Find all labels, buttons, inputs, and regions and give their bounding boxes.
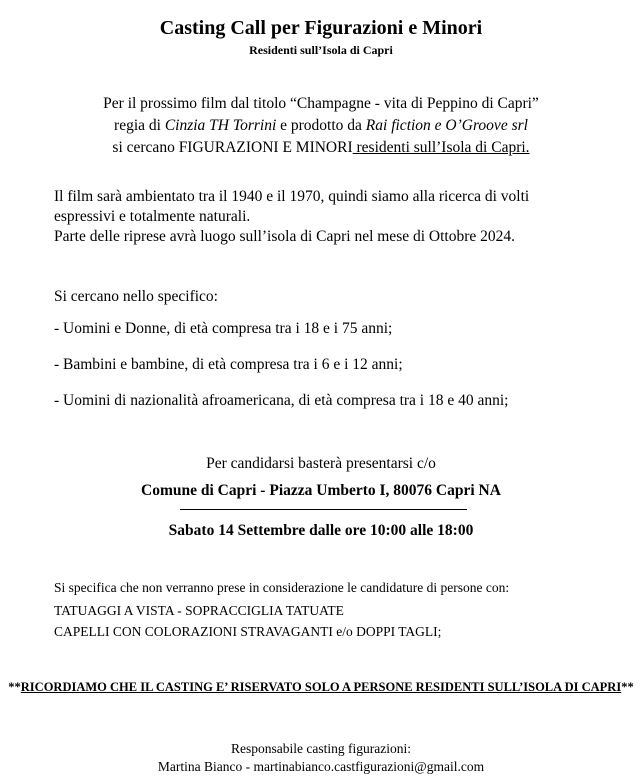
intro-producer-prefix: e prodotto da [276,117,366,134]
intro-line-search [0,139,642,157]
intro-producer-name: Rai fiction e O’Groove srl [365,117,528,134]
contact-name: Martina Bianco [157,759,243,774]
exclusions-line-2: CAPELLI CON COLORAZIONI STRAVAGANTI e/o DOPPI TAGLI; [54,624,442,639]
reminder-prefix: ** [8,680,21,694]
reminder-notice [0,680,642,695]
description-line-2: espressivi e totalmente naturali. [54,208,251,225]
page-subtitle: Residenti sull’Isola di Capri [249,43,393,57]
contact-separator: - [242,759,254,774]
intro-director-prefix: regia di [114,117,165,134]
contact-line [0,759,642,775]
section-divider [180,509,467,510]
application-instruction: Per candidarsi basterà presentarsi c/o [206,455,436,472]
requirement-item: - Bambini e bambine, di età compresa tra i 6 e i 12 anni; [54,356,403,373]
intro-search-prefix: si cercano FIGURAZIONI E MINORI [112,139,353,156]
exclusions-intro: Si specifica che non verranno prese in considerazione le candidature di persone con: [54,580,510,595]
intro-film-text: Per il prossimo film dal titolo “Champagne - vita di Peppino di Capri” [103,95,539,112]
reminder-text: RICORDIAMO CHE IL CASTING E’ RISERVATO SOLO A PERSONE RESIDENTI SULL’ISOLA DI CAPRI [20,680,622,694]
description-line-3: Parte delle riprese avrà luogo sull’isola di Capri nel mese di Ottobre 2024. [54,228,516,245]
intro-director-name: Cinzia TH Torrini [164,117,277,134]
intro-residents-underlined: residenti sull’Isola di Capri. [352,139,530,156]
requirement-item: - Uomini e Donne, di età compresa tra i 18 e i 75 anni; [54,320,393,337]
description-line-1: Il film sarà ambientato tra il 1940 e il 1970, quindi siamo alla ricerca di volti [54,188,530,205]
requirement-item: - Uomini di nazionalità afroamericana, di età compresa tra i 18 e 40 anni; [54,392,509,409]
reminder-suffix: ** [621,680,634,694]
intro-line-credits [0,117,642,135]
exclusions-line-1: TATUAGGI A VISTA - SOPRACCIGLIA TATUATE [54,603,344,618]
contact-label: Responsabile casting figurazioni: [231,741,411,756]
intro-line-film-title [0,95,642,113]
application-datetime: Sabato 14 Settembre dalle ore 10:00 alle 18:00 [168,522,474,539]
application-location: Comune di Capri - Piazza Umberto I, 80076 Capri NA [141,482,501,499]
contact-email[interactable]: martinabianco.castfigurazioni@gmail.com [253,759,485,774]
requirements-heading: Si cercano nello specifico: [54,288,218,305]
page-title: Casting Call per Figurazioni e Minori [159,17,483,39]
